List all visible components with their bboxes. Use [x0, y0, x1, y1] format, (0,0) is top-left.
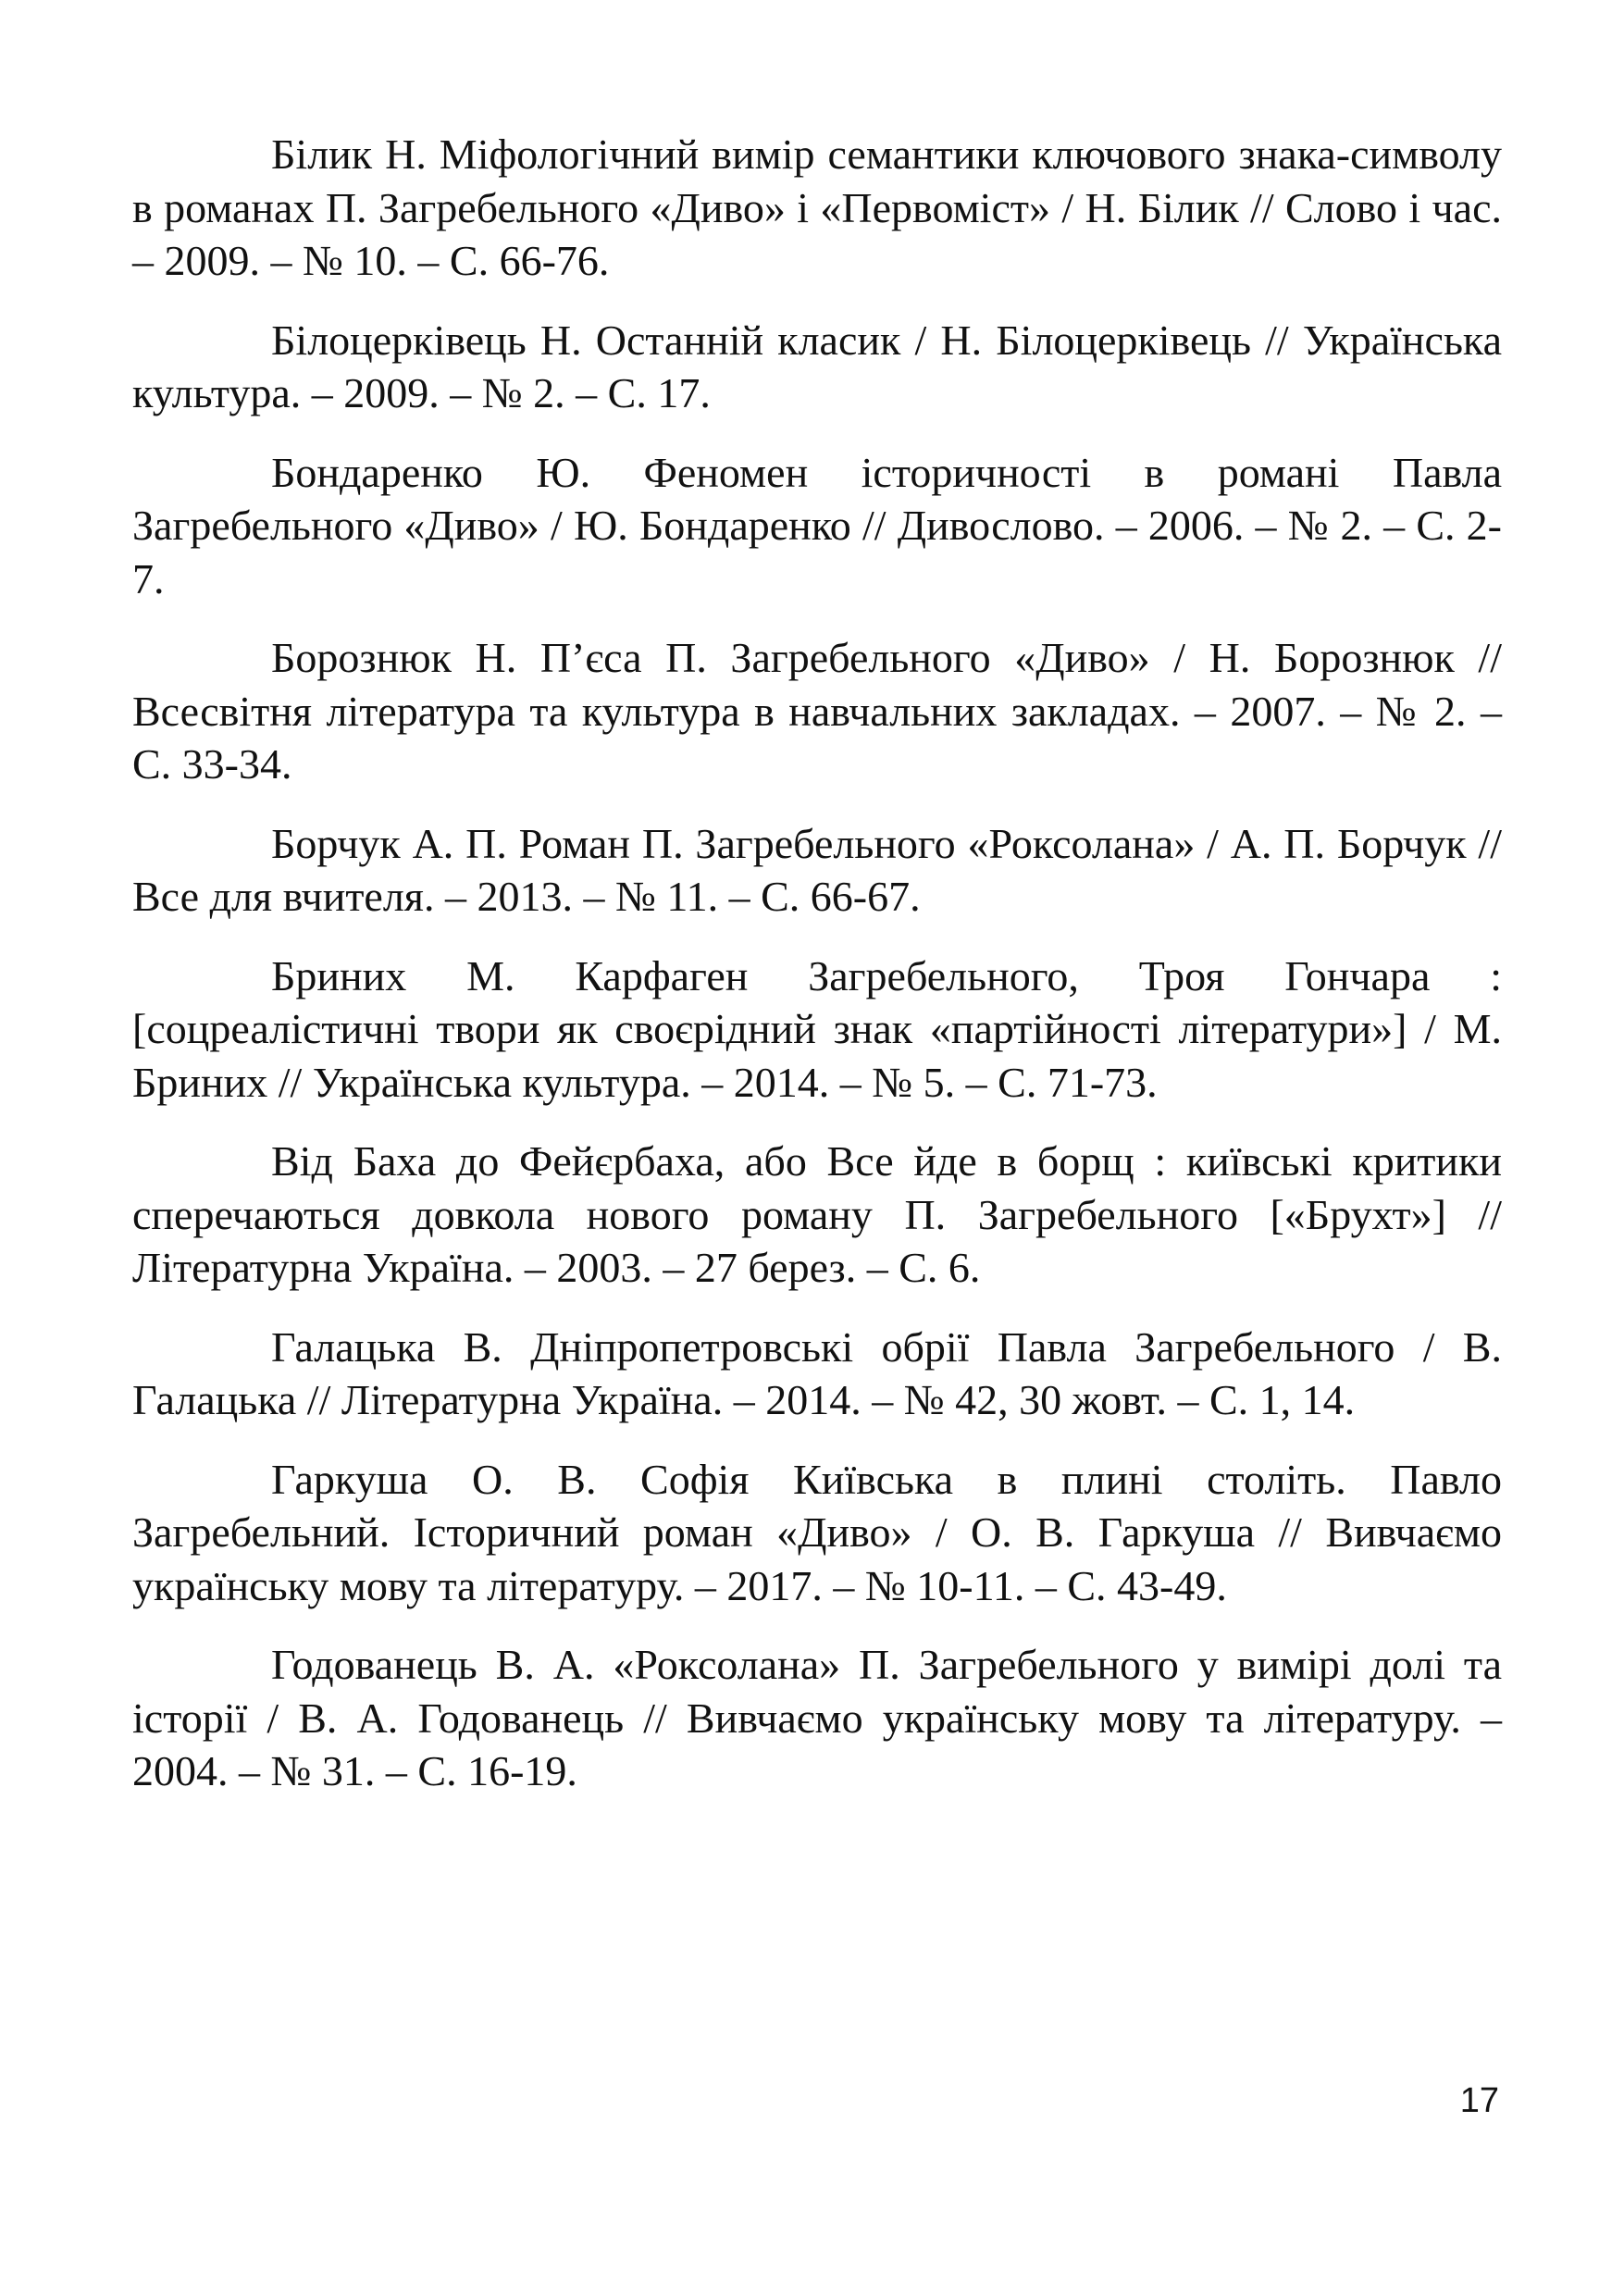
- bibliography-entry: Галацька В. Дніпропетровські обрії Павла Загребельного / В. Галацька // Літературна Україна. – 2014. – № 42, 30 жовт. – С. 1, 14.: [132, 1322, 1502, 1423]
- page-number: 17: [1459, 2081, 1499, 2120]
- bibliography-entry: Годованець В. А. «Роксолана» П. Загребельного у вимірі долі та історії / В. А. Годованець // Вивчаємо українську мову та літературу. – 2004. – № 31. – С. 16-19.: [132, 1641, 1502, 1794]
- bibliography-entry: Бондаренко Ю. Феномен історичності в романі Павла Загребельного «Диво» / Ю. Бондаренко // Дивослово. – 2006. – № 2. – С. 2-7.: [132, 448, 1502, 602]
- bibliography-entry: Білоцерківець Н. Останній класик / Н. Білоцерківець // Українська культура. – 2009. – № 2. – С. 17.: [132, 316, 1502, 416]
- bibliography-list: [132, 128, 1502, 1824]
- bibliography-entry: Борчук А. П. Роман П. Загребельного «Роксолана» / А. П. Борчук // Все для вчителя. – 2013. – № 11. – С. 66-67.: [132, 819, 1502, 920]
- bibliography-entry: Борознюк Н. П’єса П. Загребельного «Диво» / Н. Борознюк // Всесвітня література та культура в навчальних закладах. – 2007. – № 2. – С. 33-34.: [132, 634, 1502, 788]
- bibliography-entry: Білик Н. Міфологічний вимір семантики ключового знака-символу в романах П. Загребельного «Диво» і «Первоміст» / Н. Білик // Слово і час. – 2009. – № 10. – С. 66-76.: [132, 130, 1502, 284]
- bibliography-entry: Від Баха до Фейєрбаха, або Все йде в борщ : київські критики сперечаються довкола нового роману П. Загребельного [«Брухт»] // Літературна Україна. – 2003. – 27 берез. – С. 6.: [132, 1137, 1502, 1291]
- bibliography-entry: Гаркуша О. В. Софія Київська в плині століть. Павло Загребельний. Історичний роман «Диво» / О. В. Гаркуша // Вивчаємо українську мову та літературу. – 2017. – № 10-11. – С. 43-49.: [132, 1455, 1502, 1609]
- bibliography-entry: Бриних М. Карфаген Загребельного, Троя Гончара : [соцреалістичні твори як своєрідний знак «партійності літератури»] / М. Бриних // Українська культура. – 2014. – № 5. – С. 71-73.: [132, 951, 1502, 1106]
